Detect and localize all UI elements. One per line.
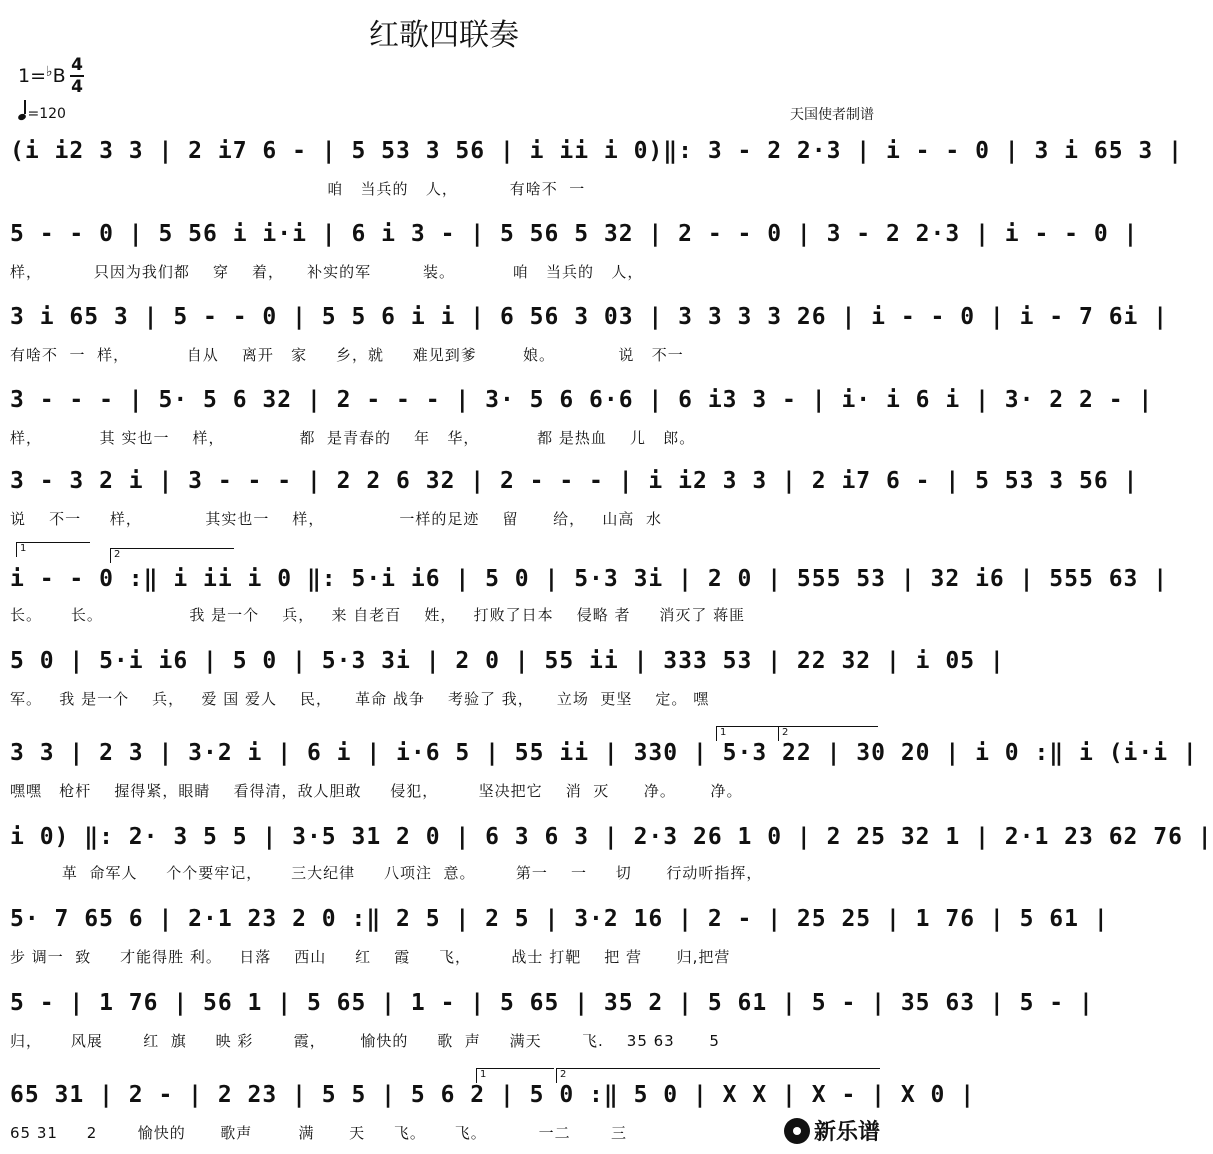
notation-line: 3 3 | 2 3 | 3·2 i | 6 i | i·6 5 | 55 ii | 330 | 5·3 22 | 30 20 | i 0 :‖ i (i·i |: [10, 740, 1198, 766]
tempo-marking: [18, 104, 66, 122]
volta-label: 2: [560, 1069, 567, 1080]
logo-text: 新乐谱: [813, 1120, 880, 1145]
lyric-line: 革 命军人 个个要牢记， 三大纪律 八项注 意。 第一 一 切 行动听指挥，: [10, 864, 763, 882]
lyric-line: 样， 只因为我们都 穿 着， 补实的军 装。 咱 当兵的 人，: [10, 263, 644, 281]
tempo-value: =120: [27, 106, 66, 122]
site-logo: [784, 1115, 880, 1146]
lyric-line: 军。 我 是一个 兵， 爱 国 爱人 民， 革命 战争 考验了 我， 立场 更坚 定。 嘿: [10, 690, 710, 708]
notation-line: 65 31 | 2 - | 2 23 | 5 5 | 5 6 2 | 5 0 :‖ 5 0 | X X | X - | X 0 |: [10, 1082, 976, 1108]
notation-line: 5 - - 0 | 5 56 i i·i | 6 i 3 - | 5 56 5 32 | 2 - - 0 | 3 - 2 2·3 | i - - 0 |: [10, 221, 1139, 247]
notation-line: 5 - | 1 76 | 56 1 | 5 65 | 1 - | 5 65 | 35 2 | 5 61 | 5 - | 35 63 | 5 - |: [10, 990, 1094, 1016]
lyric-line: 长。 长。 我 是一个 兵， 来 自老百 姓， 打败了日本 侵略 者 消灭了 蒋匪: [10, 606, 746, 624]
volta-label: 2: [114, 549, 121, 560]
notation-line: (i i2 3 3 | 2 i7 6 - | 5 53 3 56 | i ii i 0)‖: 3 - 2 2·3 | i - - 0 | 3 i 65 3 |: [10, 138, 1183, 164]
key-note: B: [52, 65, 66, 87]
score-title: 红歌四联奏: [369, 18, 519, 53]
note-stem: [24, 100, 26, 114]
volta-bracket-second: [556, 1068, 880, 1083]
lyric-line: 有啥不 一 样， 自从 离开 家 乡，就 难见到爹 娘。 说 不一: [10, 346, 684, 364]
notation-line: 5 0 | 5·i i6 | 5 0 | 5·3 3i | 2 0 | 55 ii | 333 53 | 22 32 | i 05 |: [10, 648, 1005, 674]
lyric-line: 归， 风展 红 旗 映 彩 霞， 愉快的 歌 声 满天 飞. 35 63 5: [10, 1032, 720, 1050]
notation-line: i 0) ‖: 2· 3 5 5 | 3·5 31 2 0 | 6 3 6 3 | 2·3 26 1 0 | 2 25 32 1 | 2·1 23 62 76 |: [10, 824, 1213, 850]
lyric-line: 样， 其 实也一 样， 都 是青春的 年 华， 都 是热血 儿 郎。: [10, 429, 696, 447]
notation-line: i - - 0 :‖ i ii i 0 ‖: 5·i i6 | 5 0 | 5·3 3i | 2 0 | 555 53 | 32 i6 | 555 63 |: [10, 566, 1169, 592]
notation-line: 5· 7 65 6 | 2·1 23 2 0 :‖ 2 5 | 2 5 | 3·2 16 | 2 - | 25 25 | 1 76 | 5 61 |: [10, 906, 1109, 932]
volta-label: 2: [782, 727, 789, 738]
flat-sign: ♭: [46, 64, 53, 80]
notation-line: 3 - - - | 5· 5 6 32 | 2 - - - | 3· 5 6 6·6 | 6 i3 3 - | i· i 6 i | 3· 2 2 - |: [10, 387, 1154, 413]
key-prefix: 1=: [18, 65, 47, 87]
time-signature: [70, 56, 84, 96]
time-signature-top: 4: [71, 55, 83, 75]
volta-label: 1: [720, 727, 727, 738]
notation-line: 3 - 3 2 i | 3 - - - | 2 2 6 32 | 2 - - - | i i2 3 3 | 2 i7 6 - | 5 53 3 56 |: [10, 468, 1139, 494]
lyric-line: 说 不一 样， 其实也一 样， 一样的足迹 留 给， 山高 水: [10, 510, 662, 528]
key-signature: [18, 64, 66, 87]
volta-bracket-first: [16, 542, 90, 557]
volta-bracket-first: [476, 1068, 554, 1083]
notation-line: 3 i 65 3 | 5 - - 0 | 5 5 6 i i | 6 56 3 03 | 3 3 3 3 26 | i - - 0 | i - 7 6i |: [10, 304, 1169, 330]
record-disc-icon: [784, 1118, 810, 1144]
volta-bracket-second: [778, 726, 878, 741]
lyric-line: 65 31 2 愉快的 歌声 满 天 飞。 飞。 一二 三: [10, 1124, 628, 1142]
volta-bracket-second: [110, 548, 234, 563]
volta-bracket-first: [716, 726, 778, 741]
lyric-line: 嘿嘿 枪杆 握得紧，眼睛 看得清，敌人胆敢 侵犯， 坚决把它 消 灭 净。 净。: [10, 782, 743, 800]
transcriber-credit: 天国使者制谱: [790, 107, 874, 123]
volta-label: 1: [20, 543, 27, 554]
time-signature-bottom: 4: [71, 77, 83, 97]
quarter-note-icon: [17, 113, 27, 121]
lyric-line: 步 调一 致 才能得胜 利。 日落 西山 红 霞 飞， 战士 打靶 把 营 归,把营: [10, 948, 731, 966]
volta-label: 1: [480, 1069, 487, 1080]
lyric-line: 咱 当兵的 人， 有啥不 一: [10, 180, 586, 198]
